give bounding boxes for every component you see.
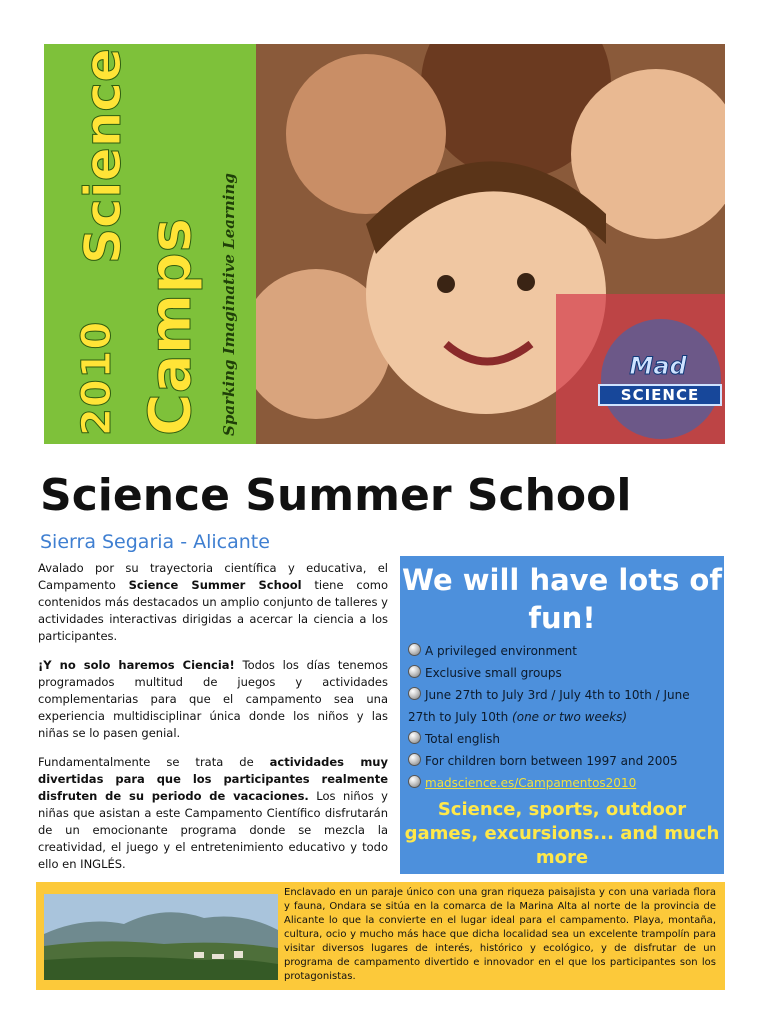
list-item <box>408 750 720 772</box>
page-title: Science Summer School <box>40 470 632 521</box>
children-photo <box>256 44 725 444</box>
intro-paragraph-2 <box>38 657 388 742</box>
dates-continuation: 27th to July 10th <box>408 710 513 724</box>
intro-p3-bold: actividades muy divertidas para que los participantes realmente disfruten de su periodo de vacaciones. <box>38 755 388 803</box>
intro-p1-text-2: tiene como contenidos más destacados un amplio conjunto de talleres y actividades interactivas dirigidas a acercar la ciencia a los participantes. <box>38 578 388 643</box>
cover-banner <box>44 44 725 444</box>
cover-camps-word: Camps <box>136 217 204 436</box>
bullet-icon <box>408 775 421 788</box>
logo-mad-text: Mad <box>629 352 687 380</box>
bullet-icon <box>408 753 421 766</box>
list-item-continuation <box>408 706 720 728</box>
bullet-icon <box>408 731 421 744</box>
list-item <box>408 640 720 662</box>
camp-website-link[interactable]: madscience.es/Campamentos2010 <box>425 776 637 790</box>
list-item-label: For children born between 1997 and 2005 <box>425 754 678 768</box>
dates-note: (one or two weeks) <box>512 710 628 724</box>
list-item <box>408 662 720 684</box>
bullet-icon <box>408 665 421 678</box>
intro-p2-bold: ¡Y no solo haremos Ciencia! <box>38 658 235 672</box>
intro-p3-text-2: Los niños y niñas que asistan a este Campamento Científico disfrutarán de un emocionante programa donde se mezcla la creatividad, el juego y el entretenimiento educativo y todo ello en INGLÉS. <box>38 789 388 871</box>
intro-paragraph-1 <box>38 560 388 645</box>
cover-year: 2010 <box>74 320 120 436</box>
fun-box-heading: We will have lots of fun! <box>402 563 722 635</box>
list-item <box>408 772 720 794</box>
landscape-photo <box>44 894 278 980</box>
intro-p3-text: Fundamentalmente se trata de <box>38 755 270 769</box>
intro-p1-bold: Science Summer School <box>128 578 302 592</box>
fun-box <box>400 556 724 874</box>
intro-text <box>38 560 388 914</box>
fun-box-footer: Science, sports, outdoor games, excursions... and much more <box>404 799 720 868</box>
logo-science-text: SCIENCE <box>598 384 722 406</box>
cover-tagline: Sparking Imaginative Learning <box>220 173 238 436</box>
landscape-illustration <box>44 894 278 980</box>
location-description: Enclavado en un paraje único con una gran riqueza paisajista y con una variada flora y fauna, Ondara se sitúa en la comarca de la Marina Alta al norte de la provincia de Alicante lo que la convierte en el lugar ideal para el campamento. Playa, montaña, cultura, ocio y mucho más hace que dicha localidad sea un excelente trampolín para visitar diversos lugares de interés, histórico y ecológico, y de disfrutar de un programa de campamento divertido e innovador en el que los participantes son los protagonistas. <box>284 887 716 982</box>
fun-box-list <box>408 640 720 794</box>
list-item-label: Total english <box>425 732 500 746</box>
location-box <box>36 882 725 990</box>
bullet-icon <box>408 687 421 700</box>
list-item <box>408 728 720 750</box>
list-item-label: June 27th to July 3rd / July 4th to 10th / June <box>425 688 690 702</box>
list-item-label: Exclusive small groups <box>425 666 562 680</box>
bullet-icon <box>408 643 421 656</box>
cover-science-word: Science <box>74 48 132 264</box>
list-item-label: A privileged environment <box>425 644 577 658</box>
mad-science-logo <box>594 334 722 426</box>
intro-paragraph-3 <box>38 754 388 873</box>
intro-p1-text: Avalado por su trayectoria científica y educativa, el Campamento <box>38 561 388 592</box>
list-item <box>408 684 720 706</box>
cover-title-panel <box>44 44 256 444</box>
page-subtitle: Sierra Segaria - Alicante <box>40 531 270 553</box>
intro-p2-text: Todos los días tenemos programados multitud de juegos y actividades complementarias para que el campamento sea una experiencia multidisciplinar única donde los niños y las niñas se lo pasen genial. <box>38 658 388 740</box>
